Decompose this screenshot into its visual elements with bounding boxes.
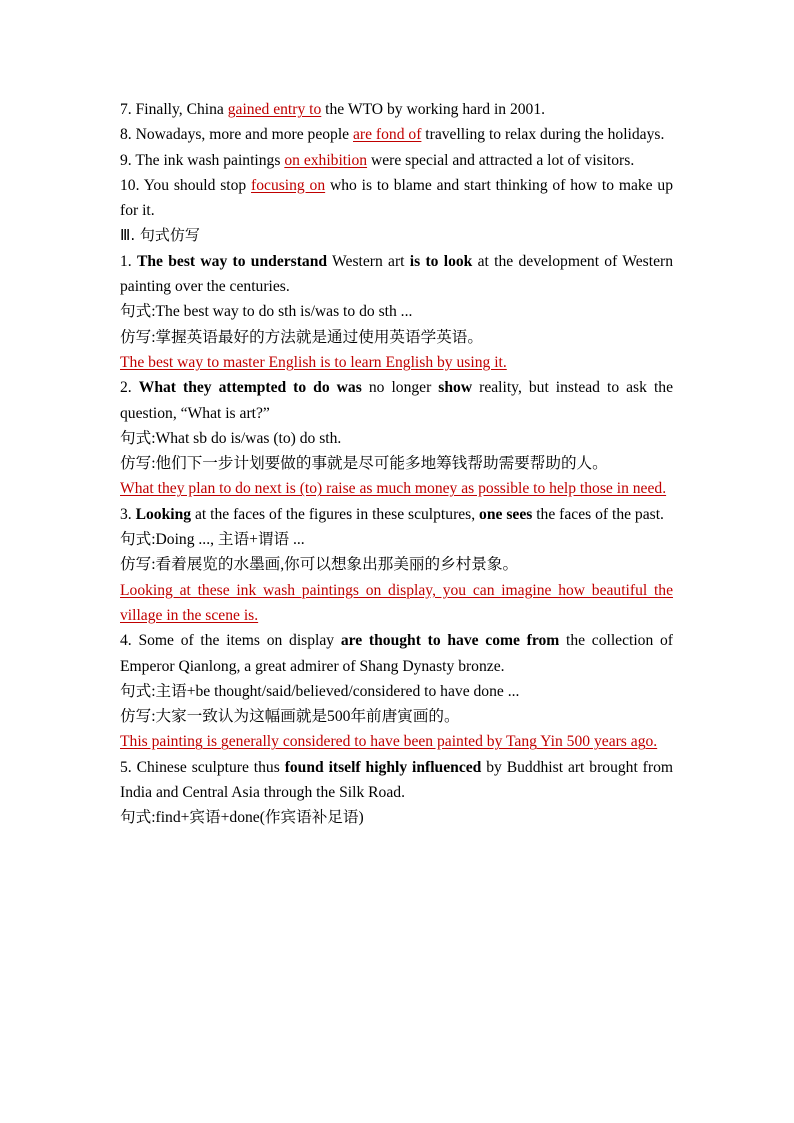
fill-in-item-7: 7. Finally, China gained entry to the WTO by working hard in 2001. [120,101,546,118]
imitation-prompt: 仿写:看着展览的水墨画,你可以想象出那美丽的乡村景象。 [120,556,519,574]
sentence-item-2: 2. What they attempted to do was no longer show reality, but instead to ask the question, “What is art?” [120,379,673,422]
answer-blank: focusing on [251,176,326,194]
pattern-line: 句式:find+宾语+done(作宾语补足语) [120,809,364,827]
sentence-item-3: 3. Looking at the faces of the figures in these sculptures, one sees the faces of the past. [120,505,664,523]
document-page [120,97,673,831]
imitation-prompt: 仿写:掌握英语最好的方法就是通过使用英语学英语。 [120,328,483,346]
section-heading: Ⅲ. 句式仿写 [120,226,200,245]
imitation-prompt: 仿写:他们下一步计划要做的事就是尽可能多地筹钱帮助需要帮助的人。 [120,455,608,473]
pattern-line: 句式:The best way to do sth is/was to do sth ... [120,303,413,321]
pattern-line: 句式:What sb do is/was (to) do sth. [120,429,342,447]
pattern-line: 句式:主语+be thought/said/believed/considered to have done ... [120,682,520,700]
answer-sentence: This painting is generally considered to have been painted by Tang Yin 500 years ago. [120,733,658,751]
fill-in-item-9: 9. The ink wash paintings on exhibition were special and attracted a lot of visitors. [120,151,635,169]
answer-blank: gained entry to [227,101,322,118]
sentence-item-5: 5. Chinese sculpture thus found itself highly influenced by Buddhist art brought from India and Central Asia through the Silk Road. [120,758,673,802]
imitation-prompt: 仿写:大家一致认为这幅画就是500年前唐寅画的。 [120,708,460,726]
answer-sentence: Looking at these ink wash paintings on display, you can imagine how beautiful the village in the scene is. [120,581,673,624]
answer-sentence: The best way to master English is to learn English by using it. [120,353,507,371]
sentence-item-1: 1. The best way to understand Western art is to look at the development of Western painting over the centuries. [120,252,673,296]
sentence-item-4: 4. Some of the items on display are thought to have come from the collection of Emperor Qianlong, a great admirer of Shang Dynasty bronze. [120,632,673,675]
fill-in-item-8: 8. Nowadays, more and more people are fond of travelling to relax during the holidays. [120,126,665,144]
pattern-line: 句式:Doing ..., 主语+谓语 ... [120,531,305,549]
fill-in-item-10: 10. You should stop focusing on who is to blame and start thinking of how to make up for it. [120,176,673,220]
answer-blank: are fond of [353,126,422,144]
answer-blank: on exhibition [284,151,368,169]
answer-sentence: What they plan to do next is (to) raise as much money as possible to help those in need. [120,480,667,498]
